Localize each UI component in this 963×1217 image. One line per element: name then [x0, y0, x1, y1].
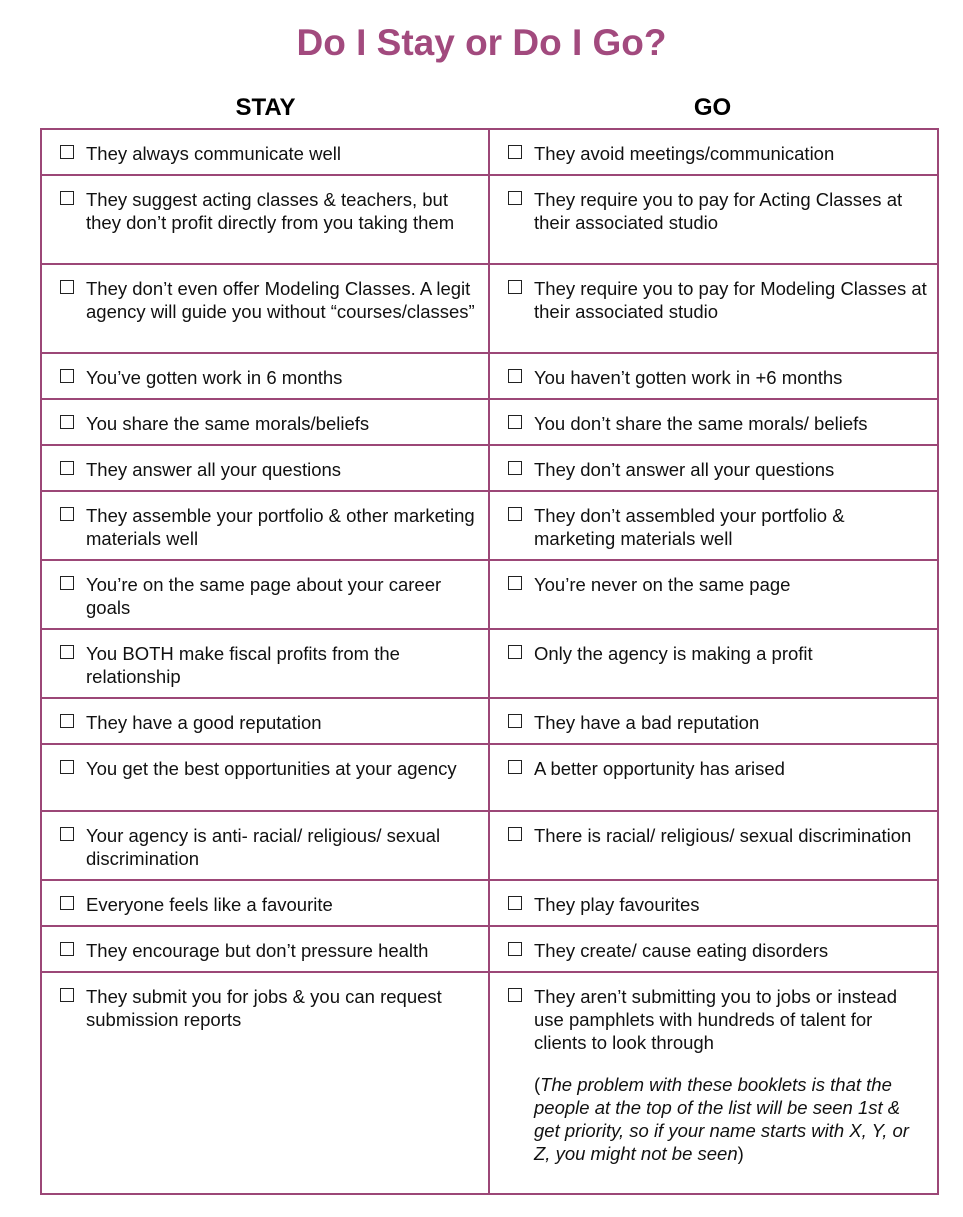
go-item-text: Only the agency is making a profit: [534, 643, 813, 664]
stay-cell: [41, 445, 489, 491]
checkbox[interactable]: [508, 507, 522, 521]
stay-item-text: Your agency is anti- racial/ religious/ sexual discrimination: [86, 825, 441, 869]
table-row: [41, 629, 938, 698]
stay-cell: [41, 264, 489, 353]
stay-item-text: You’re on the same page about your career goals: [86, 574, 442, 618]
table-row: [41, 129, 938, 175]
go-item: [534, 366, 929, 389]
checkbox[interactable]: [60, 369, 74, 383]
go-item: [534, 573, 929, 596]
go-cell: [489, 264, 938, 353]
checkbox[interactable]: [508, 576, 522, 590]
go-item-text: They have a bad reputation: [534, 712, 760, 733]
checkbox[interactable]: [60, 645, 74, 659]
go-item-text: You don’t share the same morals/ beliefs: [534, 413, 868, 434]
checkbox[interactable]: [60, 576, 74, 590]
go-cell: [489, 399, 938, 445]
go-item: [534, 412, 929, 435]
checkbox[interactable]: [508, 896, 522, 910]
checkbox[interactable]: [508, 714, 522, 728]
checkbox[interactable]: [508, 942, 522, 956]
go-item-text: They don’t answer all your questions: [534, 459, 835, 480]
stay-column-header: STAY: [235, 94, 296, 121]
checkbox[interactable]: [508, 280, 522, 294]
go-cell: [489, 744, 938, 811]
stay-cell: [41, 353, 489, 399]
page-title: Do I Stay or Do I Go?: [296, 22, 667, 63]
stay-item: [86, 757, 480, 780]
stay-item-text: They suggest acting classes & teachers, but they don’t profit directly from you taking them: [86, 189, 455, 233]
stay-cell: [41, 175, 489, 264]
stay-item: [86, 642, 480, 688]
footnote: [534, 1073, 929, 1165]
checkbox[interactable]: [60, 145, 74, 159]
go-item: [534, 277, 929, 323]
checkbox[interactable]: [60, 714, 74, 728]
checkbox[interactable]: [60, 191, 74, 205]
stay-cell: [41, 880, 489, 926]
stay-item-text: You’ve gotten work in 6 months: [86, 367, 343, 388]
stay-cell: [41, 972, 489, 1194]
stay-item-text: You BOTH make fiscal profits from the relationship: [86, 643, 400, 687]
stay-item: [86, 824, 480, 870]
checkbox[interactable]: [508, 415, 522, 429]
checkbox[interactable]: [60, 760, 74, 774]
checkbox[interactable]: [508, 145, 522, 159]
stay-cell: [41, 491, 489, 560]
go-item-text: They aren’t submitting you to jobs or instead use pamphlets with hundreds of talent for clients to look through: [534, 986, 897, 1053]
stay-cell: [41, 744, 489, 811]
table-row: [41, 560, 938, 629]
checkbox[interactable]: [60, 942, 74, 956]
go-cell: [489, 629, 938, 698]
stay-item-text: They always communicate well: [86, 143, 341, 164]
checkbox[interactable]: [508, 988, 522, 1002]
stay-item: [86, 893, 480, 916]
stay-item-text: They don’t even offer Modeling Classes. A legit agency will guide you without “courses/classes”: [86, 278, 475, 322]
stay-cell: [41, 926, 489, 972]
stay-cell: [41, 129, 489, 175]
stay-item-text: They have a good reputation: [86, 712, 322, 733]
go-cell: [489, 445, 938, 491]
go-item-text: They require you to pay for Acting Classes at their associated studio: [534, 189, 903, 233]
go-cell: [489, 972, 938, 1194]
checkbox[interactable]: [60, 988, 74, 1002]
go-item: [534, 824, 929, 847]
checkbox[interactable]: [508, 827, 522, 841]
stay-item-text: You share the same morals/beliefs: [86, 413, 370, 434]
stay-item: [86, 142, 480, 165]
table-row: [41, 264, 938, 353]
go-item-text: You’re never on the same page: [534, 574, 791, 595]
stay-cell: [41, 629, 489, 698]
table-row: [41, 880, 938, 926]
table-row: [41, 445, 938, 491]
go-item-text: They avoid meetings/communication: [534, 143, 835, 164]
go-cell: [489, 811, 938, 880]
go-cell: [489, 560, 938, 629]
go-item-text: They play favourites: [534, 894, 700, 915]
go-column-header: GO: [693, 94, 732, 121]
stay-item: [86, 188, 480, 234]
stay-cell: [41, 399, 489, 445]
table-row: [41, 744, 938, 811]
stay-item: [86, 458, 480, 481]
stay-item-text: Everyone feels like a favourite: [86, 894, 333, 915]
checkbox[interactable]: [508, 461, 522, 475]
go-cell: [489, 175, 938, 264]
go-item: [534, 188, 929, 234]
go-item-text: A better opportunity has arised: [534, 758, 785, 779]
go-item: [534, 985, 929, 1054]
stay-item-text: You get the best opportunities at your agency: [86, 758, 457, 779]
go-item: [534, 757, 929, 780]
checkbox[interactable]: [60, 896, 74, 910]
stay-item: [86, 366, 480, 389]
footnote-open-paren: (: [534, 1074, 541, 1095]
go-item: [534, 893, 929, 916]
checkbox[interactable]: [508, 369, 522, 383]
go-cell: [489, 698, 938, 744]
stay-item-text: They assemble your portfolio & other marketing materials well: [86, 505, 475, 549]
stay-item: [86, 711, 480, 734]
checklist-table: [40, 128, 939, 1195]
go-cell: [489, 353, 938, 399]
go-item: [534, 504, 929, 550]
checkbox[interactable]: [508, 191, 522, 205]
go-item-text: They require you to pay for Modeling Classes at their associated studio: [534, 278, 927, 322]
table-row: [41, 926, 938, 972]
table-row: [41, 811, 938, 880]
go-item: [534, 142, 929, 165]
checkbox[interactable]: [508, 645, 522, 659]
stay-item: [86, 504, 480, 550]
table-row: [41, 698, 938, 744]
go-cell: [489, 491, 938, 560]
footnote-close-paren: ): [737, 1143, 744, 1164]
go-item-text: You haven’t gotten work in +6 months: [534, 367, 843, 388]
go-item-text: There is racial/ religious/ sexual discrimination: [534, 825, 912, 846]
stay-item-text: They submit you for jobs & you can request submission reports: [86, 986, 442, 1030]
stay-cell: [41, 698, 489, 744]
table-row: [41, 175, 938, 264]
stay-item: [86, 277, 480, 323]
stay-item: [86, 985, 480, 1031]
table-row: [41, 491, 938, 560]
stay-item: [86, 573, 480, 619]
go-item: [534, 642, 929, 665]
go-item-text: They create/ cause eating disorders: [534, 940, 829, 961]
go-cell: [489, 926, 938, 972]
stay-item: [86, 939, 480, 962]
stay-cell: [41, 811, 489, 880]
go-cell: [489, 129, 938, 175]
go-item: [534, 939, 929, 962]
footnote-text: The problem with these booklets is that the people at the top of the list will be seen 1st & get priority, so if your name starts with X, Y, or Z, you might not be seen: [534, 1074, 909, 1164]
checkbox[interactable]: [60, 280, 74, 294]
checkbox[interactable]: [60, 415, 74, 429]
stay-item: [86, 412, 480, 435]
go-item: [534, 711, 929, 734]
go-item-text: They don’t assembled your portfolio & marketing materials well: [534, 505, 845, 549]
go-cell: [489, 880, 938, 926]
checkbox[interactable]: [60, 461, 74, 475]
stay-item-text: They encourage but don’t pressure health: [86, 940, 429, 961]
stay-item-text: They answer all your questions: [86, 459, 342, 480]
checkbox[interactable]: [60, 507, 74, 521]
table-row: [41, 972, 938, 1194]
table-row: [41, 353, 938, 399]
checkbox[interactable]: [60, 827, 74, 841]
go-item: [534, 458, 929, 481]
stay-cell: [41, 560, 489, 629]
checkbox[interactable]: [508, 760, 522, 774]
table-row: [41, 399, 938, 445]
